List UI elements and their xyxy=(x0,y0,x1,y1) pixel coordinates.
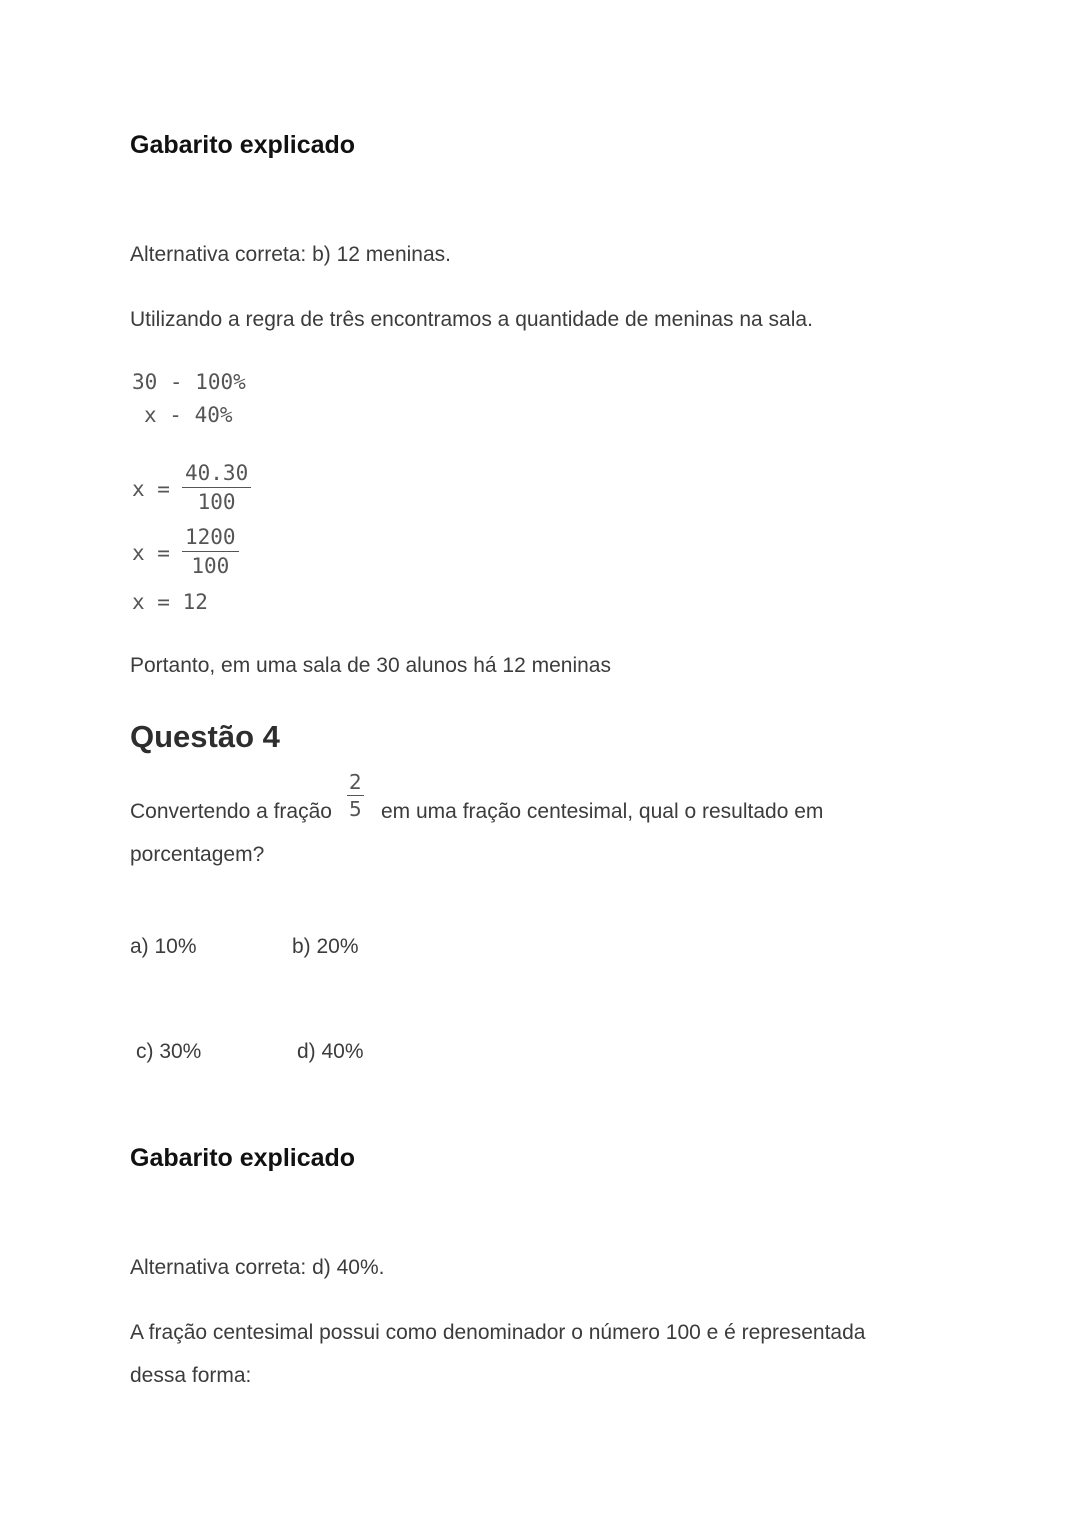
fraction-denominator: 5 xyxy=(349,797,362,821)
fraction-numerator: 2 xyxy=(349,770,362,794)
explanation-intro: Utilizando a regra de três encontramos a quantidade de meninas na sala. xyxy=(130,308,813,331)
question-text-part-1: Convertendo a fração xyxy=(130,800,332,823)
fraction-denominator: 100 xyxy=(197,490,236,514)
option-d: d) 40% xyxy=(297,1040,364,1063)
question-text-part-3: porcentagem? xyxy=(130,843,265,866)
correct-answer-text-2: Alternativa correta: d) 40%. xyxy=(130,1256,385,1279)
equation-2-lhs: x = xyxy=(132,541,170,565)
answer-key-heading: Gabarito explicado xyxy=(130,131,356,159)
equation-1-fraction xyxy=(182,459,251,516)
correct-answer-text: Alternativa correta: b) 12 meninas. xyxy=(130,243,451,266)
explanation-line-2: dessa forma: xyxy=(130,1364,252,1387)
option-c: c) 30% xyxy=(136,1040,202,1063)
answer-key-heading-2: Gabarito explicado xyxy=(130,1144,356,1172)
fraction-numerator: 1200 xyxy=(185,525,236,549)
question-fraction xyxy=(347,769,364,822)
rule-of-three-line-2: x - 40% xyxy=(144,403,233,427)
question-text-part-2: em uma fração centesimal, qual o resultado em xyxy=(381,800,824,823)
question-title: Questão 4 xyxy=(130,719,280,754)
rule-of-three-line-1: 30 - 100% xyxy=(132,370,246,394)
equation-2-fraction xyxy=(182,523,239,580)
conclusion-text: Portanto, em uma sala de 30 alunos há 12 meninas xyxy=(130,654,611,677)
equation-3: x = 12 xyxy=(132,590,208,614)
option-b: b) 20% xyxy=(292,935,359,958)
fraction-numerator: 40.30 xyxy=(185,461,249,485)
option-a: a) 10% xyxy=(130,935,197,958)
equation-1-lhs: x = xyxy=(132,477,170,501)
fraction-denominator: 100 xyxy=(191,554,230,578)
explanation-line-1: A fração centesimal possui como denominador o número 100 e é representada xyxy=(130,1321,866,1344)
